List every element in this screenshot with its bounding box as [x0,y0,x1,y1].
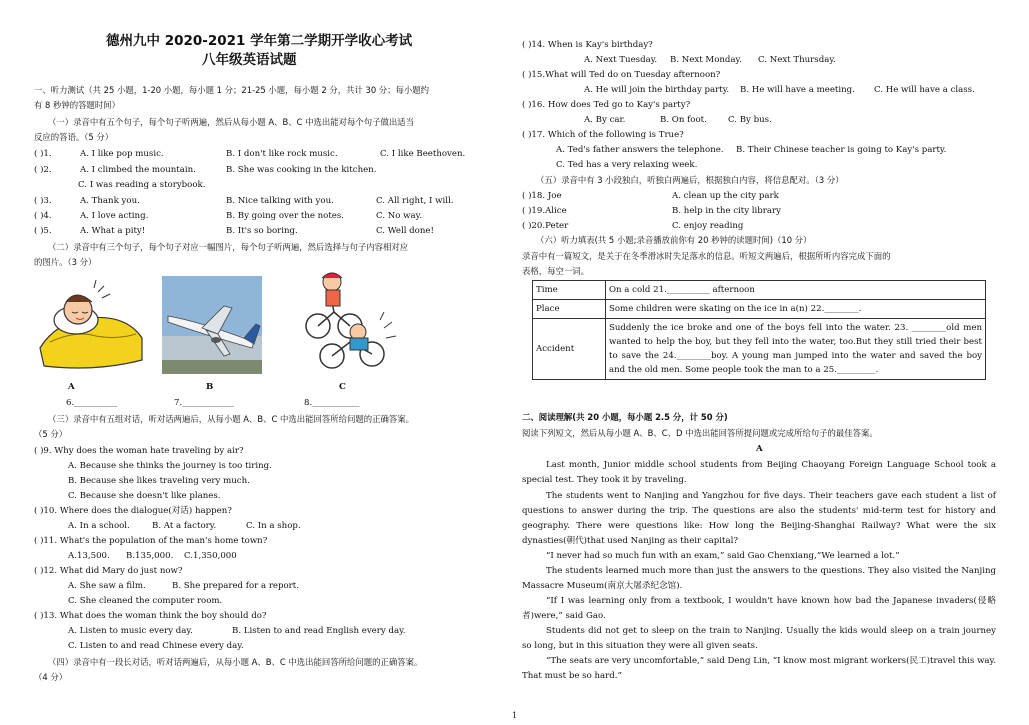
passage-paragraph-4: The students learned much more than just the answers to the questions. They also visited the Nanjing Massacre Museum(南京大屠杀纪念馆). [522,566,996,591]
table-header-cell: Accident [533,319,606,380]
q13-option-b: B. Listen to and read English every day. [232,626,406,636]
q11-option-b: B.135,000. [126,551,174,561]
q1-option-b: B. I don't like rock music. [226,149,338,159]
passage-paragraph-2: The students went to Nanjing and Yangzhou for five days. Their teachers gave each student a list of questions to answer during the trip. The questions are also the students' mid-term test for history and geography. There were questions like: How long the Beijing-Shanghai Railway? What were the six dynasties(朝代)that used Nanjing as their capital? [522,491,996,546]
q2-option-b: B. She was cooking in the kitchen. [226,165,377,175]
q13-option-c: C. Listen to and read Chinese every day. [68,641,244,651]
q14-option-a: A. Next Tuesday. [584,55,658,65]
passage-label: A [756,444,763,454]
listening-table [532,280,986,380]
section2-instruction-2: 的图片。（3 分） [34,257,97,267]
table-header-cell: Time [533,281,606,300]
q5-option-a: A. What a pity! [80,226,146,236]
part2-heading: 二、阅读理解(共 20 小题，每小题 2.5 分，计 50 分) [522,412,728,422]
section1-instruction-2: 反应的答语。（5 分） [34,132,114,142]
q9-option-b: B. Because she likes traveling very much. [68,476,250,486]
q4-option-a: A. I love acting. [80,211,149,221]
q4-option-c: C. No way. [376,211,423,221]
q12-option-b: B. She prepared for a report. [172,581,299,591]
answer-blank-7[interactable]: 7.____________ [174,398,234,408]
q12-option-a: A. She saw a film. [68,581,146,591]
sleeping-child-picture [36,278,146,374]
q17-option-c: C. Ted has a very relaxing week. [556,160,698,170]
picture-label-c: C [339,382,346,392]
bicycle-accident-picture [288,268,406,376]
q3-option-b: B. Nice talking with you. [226,196,334,206]
q10-option-c: C. In a shop. [246,521,301,531]
table-row [533,300,986,319]
q3-number: ( )3. [34,196,52,206]
q2-option-a: A. I climbed the mountain. [80,165,196,175]
q16-question: ( )16. How does Ted go to Kay's party? [522,100,691,110]
table-header-cell: Place [533,300,606,319]
q15-option-b: B. He will have a meeting. [740,85,855,95]
q14-question: ( )14. When is Kay's birthday? [522,40,653,50]
q9-question: ( )9. Why does the woman hate traveling by air? [34,446,244,456]
q15-option-a: A. He will join the birthday party. [584,85,730,95]
table-row [533,319,986,380]
q19-person: ( )19.Alice [522,206,567,216]
part1-heading: 一、听力测试（共 25 小题，1-20 小题，每小题 1 分；21-25 小题，每小题 2 分，共计 30 分；每小题约 [34,85,430,95]
q13-question: ( )13. What does the woman think the boy should do? [34,611,267,621]
q9-option-c: C. Because she doesn't like planes. [68,491,221,501]
q11-option-c: C.1,350,000 [184,551,237,561]
exam-subtitle: 八年级英语试题 [202,52,297,68]
q16-option-b: B. On foot. [660,115,707,125]
answer-blank-8[interactable]: 8.___________ [304,398,360,408]
q5-option-b: B. It's so boring. [226,226,298,236]
section4-instruction: （四）录音中有一段长对话，听对话两遍后，从每小题 A、B、C 中选出能回答所给问题的正确答案。 [48,657,423,667]
q12-question: ( )12. What did Mary do just now? [34,566,183,576]
q10-question: ( )10. Where does the dialogue(对话) happen? [34,506,232,516]
section3-instruction: （三）录音中有五组对话，听对话两遍后，从每小题 A、B、C 中选出能回答所给问题的正确答案。 [48,414,415,424]
picture-label-b: B [206,382,214,392]
section6-instruction-3: 表格，每空一词。 [522,266,589,276]
passage-paragraph-6: Students did not get to sleep on the train to Nanjing. Usually the kids would sleep on a train journey so long, but in this situation they were all given seats. [522,626,996,651]
part2-instruction: 阅读下列短文，然后从每小题 A、B、C、D 中选出能回答所提问题或完成所给句子的最佳答案。 [522,428,878,438]
q1-option-a: A. I like pop music. [80,149,164,159]
q15-question: ( )15.What will Ted do on Tuesday afternoon? [522,70,721,80]
q12-option-c: C. She cleaned the computer room. [68,596,223,606]
q13-option-a: A. Listen to music every day. [68,626,193,636]
q5-option-c: C. Well done! [376,226,434,236]
table-row [533,281,986,300]
q2-number: ( )2. [34,165,52,175]
q15-option-c: C. He will have a class. [874,85,975,95]
q16-option-a: A. By car. [584,115,626,125]
answer-blank-6[interactable]: 6.__________ [66,398,118,408]
picture-label-a: A [68,382,75,392]
q18-person: ( )18. Joe [522,191,562,201]
q20-person: ( )20.Peter [522,221,569,231]
match-option-b: B. help in the city library [672,206,781,216]
table-cell: Some children were skating on the ice in a(n) 22.________. [606,300,986,319]
match-option-c: C. enjoy reading [672,221,744,231]
section6-instruction: （六）听力填表(共 5 小题;录音播放前你有 20 秒钟的读题时间)（10 分） [536,235,812,245]
passage-paragraph-1: Last month, Junior middle school students from Beijing Chaoyang Foreign Language School took a special test. They took it by traveling. [522,460,996,485]
passage-paragraph-7: “The seats are very uncomfortable,” said Deng Lin, “I know most migrant workers(民工)travel this way. That must be so hard.” [522,656,996,681]
q11-option-a: A.13,500. [68,551,110,561]
q5-number: ( )5. [34,226,52,236]
section1-instruction: （一）录音中有五个句子，每个句子听两遍，然后从每小题 A、B、C 中选出能对每个句子做出适当 [48,117,415,127]
section4-instruction-2: （4 分） [34,672,68,682]
q16-option-c: C. By bus. [728,115,772,125]
q11-question: ( )11. What's the population of the man's home town? [34,536,268,546]
q14-option-b: B. Next Monday. [670,55,742,65]
match-option-a: A. clean up the city park [672,191,779,201]
q3-option-a: A. Thank you. [80,196,140,206]
airplane-picture [162,276,262,374]
q3-option-c: C. All right, I will. [376,196,454,206]
part1-heading-2: 有 8 秒钟的答题时间） [34,100,121,110]
section5-instruction: （五）录音中有 3 小段独白，听独白两遍后，根据独白内容，将信息配对。（3 分） [536,175,844,185]
q4-number: ( )4. [34,211,52,221]
q10-option-b: B. At a factory. [152,521,217,531]
q1-option-c: C. I like Beethoven. [380,149,466,159]
q2-option-c: C. I was reading a storybook. [78,180,206,190]
q17-option-a: A. Ted's father answers the telephone. [556,145,724,155]
table-cell: Suddenly the ice broke and one of the boys fell into the water. 23. ________old men wanted to help the boy, but they fell into the water, too.But they still tried their best to save the 24.________boy. A young man jumped into the water and saved the boy and the old men. Some people took the man to a 25._________. [606,319,986,380]
passage-paragraph-5: “If I was learning only from a textbook, I wouldn't have known how bad the Japanese invaders(侵略者)were,” said Gao. [522,596,996,621]
q4-option-b: B. By going over the notes. [226,211,345,221]
q17-question: ( )17. Which of the following is True? [522,130,684,140]
q10-option-a: A. In a school. [68,521,130,531]
page-number: 1 [512,711,518,720]
section6-instruction-2: 录音中有一篇短文，是关于在冬季滑冰时失足落水的信息。听短文两遍后，根据所听内容完成下面的 [522,251,891,261]
passage-paragraph-3: “I never had so much fun with an exam,” said Gao Chenxiang,“We learned a lot.” [546,551,900,561]
section3-instruction-2: （5 分） [34,429,68,439]
table-cell: On a cold 21.__________ afternoon [606,281,986,300]
q1-number: ( )1. [34,149,52,159]
q17-option-b: B. Their Chinese teacher is going to Kay's party. [736,145,947,155]
q9-option-a: A. Because she thinks the journey is too tiring. [68,461,272,471]
section2-instruction: （二）录音中有三个句子，每个句子对应一幅图片，每个句子听两遍，然后选择与句子内容相对应 [48,242,409,252]
q14-option-c: C. Next Thursday. [758,55,836,65]
exam-title: 德州九中 2020-2021 学年第二学期开学收心考试 [106,33,413,49]
